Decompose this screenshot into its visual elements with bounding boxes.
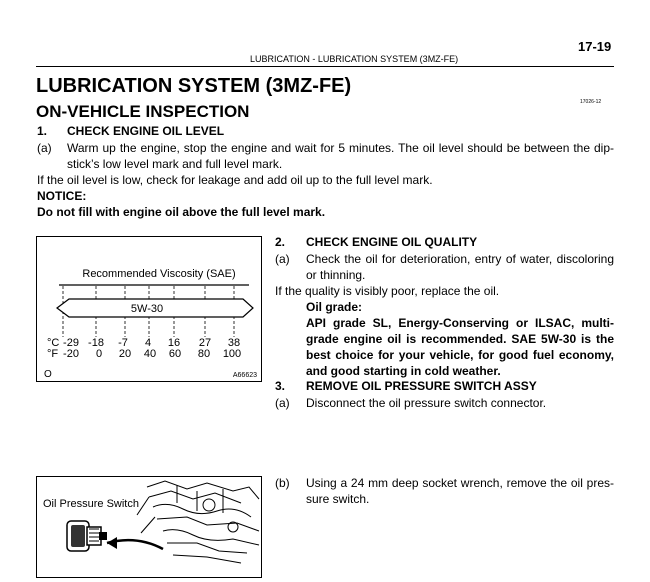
fahrenheit-tick: 20 [118, 348, 132, 360]
oil-pressure-switch-figure [36, 476, 262, 578]
step1-note: If the oil level is low, check for leakage and add oil up to the full level mark. [37, 173, 433, 187]
step1-a-text: Warm up the engine, stop the engine and wait for 5 minutes. The oil level should be between the dip-stick’s low level mark and full level mark. [67, 141, 614, 171]
step3-number: 3. [275, 379, 286, 393]
oil-grade-label: Oil grade: [306, 300, 363, 314]
oil-pressure-switch-label: Oil Pressure Switch [43, 498, 139, 510]
fahrenheit-tick: 80 [197, 348, 211, 360]
celsius-tick: 27 [198, 337, 212, 349]
figure-id: A66623 [232, 372, 257, 379]
running-header: LUBRICATION - LUBRICATION SYSTEM (3MZ-FE) [250, 54, 459, 64]
oil-grade-text: API grade SL, Energy-Conserving or ILSAC, multi-grade engine oil is recommended. SAE 5W-30 is the best choice for your vehicle, for good fuel economy, and good starting in cold weather. [306, 316, 614, 378]
fahrenheit-unit: °F [47, 348, 59, 360]
notice-text: Do not fill with engine oil above the full level mark. [37, 205, 326, 219]
fahrenheit-tick: -20 [63, 348, 79, 360]
step3-a-text: Disconnect the oil pressure switch connector. [306, 396, 547, 410]
step2-note: If the quality is visibly poor, replace the oil. [275, 284, 500, 298]
oil-pressure-switch-icon [67, 521, 107, 551]
celsius-tick: -18 [88, 337, 104, 349]
notice-label: NOTICE: [37, 189, 87, 203]
step3-b-text: Using a 24 mm deep socket wrench, remove the oil pres-sure switch. [306, 476, 614, 506]
viscosity-figure [36, 236, 262, 382]
figure-corner-mark: O [44, 369, 52, 380]
figure-reference: 17026-12 [580, 99, 602, 105]
engine-illustration [137, 481, 259, 563]
step1-a-label: (a) [37, 141, 52, 155]
celsius-tick: 38 [227, 337, 241, 349]
celsius-tick: 16 [167, 337, 181, 349]
fahrenheit-tick: 100 [222, 348, 242, 360]
fahrenheit-tick: 60 [168, 348, 182, 360]
celsius-tick: -7 [118, 337, 128, 349]
celsius-tick: -29 [63, 337, 79, 349]
step2-a-label: (a) [275, 252, 290, 266]
step2-title: CHECK ENGINE OIL QUALITY [306, 235, 478, 249]
arrow-head-icon [107, 537, 117, 549]
step3-title: REMOVE OIL PRESSURE SWITCH ASSY [306, 379, 537, 393]
step2-a-text: Check the oil for deterioration, entry of water, discoloring or thinning. [306, 252, 614, 282]
step2-number: 2. [275, 235, 286, 249]
document-title: LUBRICATION SYSTEM (3MZ-FE) [36, 75, 352, 97]
step3-b-label: (b) [275, 476, 290, 490]
viscosity-chart-title: Recommended Viscosity (SAE) [82, 268, 236, 280]
fahrenheit-tick: 40 [143, 348, 157, 360]
celsius-tick: 4 [144, 337, 152, 349]
section-title: ON-VEHICLE INSPECTION [36, 102, 250, 121]
step3-a-label: (a) [275, 396, 290, 410]
page-number: 17-19 [578, 39, 612, 54]
celsius-unit: °C [47, 337, 60, 349]
step1-number: 1. [37, 124, 48, 138]
fahrenheit-tick: 0 [95, 348, 103, 360]
header-rule [36, 66, 614, 67]
viscosity-grade-label: 5W-30 [130, 303, 164, 315]
step1-title: CHECK ENGINE OIL LEVEL [67, 124, 225, 138]
